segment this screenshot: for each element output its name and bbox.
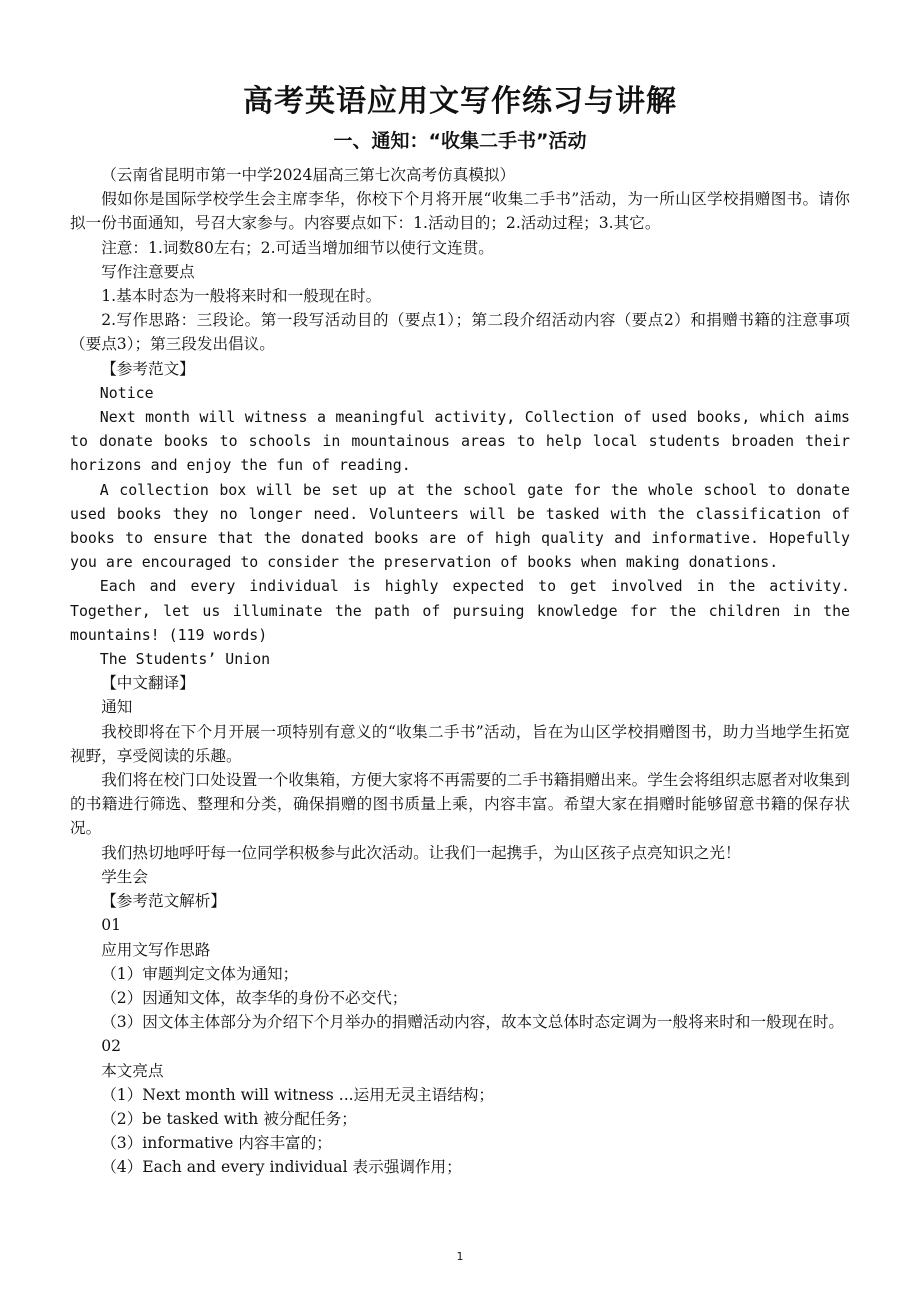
model-paragraph: Each and every individual is highly expected to get involved in the activity. Together, let us illuminate the path of pursuing knowledge for the children in the mountains! (119 words)	[70, 577, 850, 644]
analysis-number: 01	[101, 916, 122, 935]
model-paragraph: Next month will witness a meaningful activity, Collection of used books, which aims to donate books to schools in mountainous areas to help local students broaden their horizons and enjoy the fun of reading.	[70, 408, 850, 475]
model-signature: The Students’ Union	[99, 650, 271, 669]
analysis-item: （1）审题判定文体为通知；	[101, 964, 299, 983]
highlight-item: （2）be tasked with 被分配任务；	[101, 1109, 357, 1128]
translation-paragraph: 我们热切地呼吁每一位同学积极参与此次活动。让我们一起携手，为山区孩子点亮知识之光！	[101, 843, 741, 862]
highlight-item: （3）informative 内容丰富的；	[101, 1134, 332, 1153]
model-paragraph: A collection box will be set up at the school gate for the whole school to donate used books they no longer need. Volunteers will be tasked with the classification of books to ensure that the donated books are of high quality and informative. Hopefully you are encouraged to consider the preservation of books when making donations.	[70, 480, 850, 572]
translation-paragraph: 我校即将在下个月开展一项特别有意义的“收集二手书”活动，旨在为山区学校捐赠图书，助力当地学生拓宽视野，享受阅读的乐趣。	[70, 722, 850, 765]
analysis-item: （3）因文体主体部分为介绍下个月举办的捐赠活动内容，故本文总体时态定调为一般将来时和一般现在时。	[101, 1013, 845, 1032]
translation-title: 通知	[101, 698, 133, 717]
analysis-item: （2）因通知文体，故李华的身份不必交代；	[101, 988, 408, 1007]
translation-heading: 【中文翻译】	[101, 674, 195, 693]
model-title: Notice	[99, 383, 154, 402]
document-page	[70, 76, 850, 1180]
tip-item: 2.写作思路：三段论。第一段写活动目的（要点1）；第二段介绍活动内容（要点2）和捐赠书籍的注意事项（要点3）；第三段发出倡议。	[70, 311, 850, 354]
tip-item: 1.基本时态为一般将来时和一般现在时。	[101, 287, 382, 306]
note-line: 注意：1.词数80左右；2.可适当增加细节以使行文连贯。	[101, 238, 494, 257]
analysis-heading: 【参考范文解析】	[101, 892, 226, 911]
tips-heading: 写作注意要点	[101, 262, 195, 281]
analysis-number: 02	[101, 1037, 122, 1056]
page-title: 高考英语应用文写作练习与讲解	[243, 84, 677, 119]
prompt-paragraph: 假如你是国际学校学生会主席李华，你校下个月将开展“收集二手书”活动，为一所山区学校捐赠图书。请你拟一份书面通知，号召大家参与。内容要点如下：1.活动目的；2.活动过程；3.其它。	[70, 190, 850, 233]
analysis-subheading: 应用文写作思路	[101, 940, 211, 959]
translation-paragraph: 我们将在校门口处设置一个收集箱，方便大家将不再需要的二手书籍捐赠出来。学生会将组织志愿者对收集到的书籍进行筛选、整理和分类，确保捐赠的图书质量上乘，内容丰富。希望大家在捐赠时能够留意书籍的保存状况。	[70, 771, 850, 838]
source-line: （云南省昆明市第一中学2024届高三第七次高考仿真模拟）	[101, 166, 516, 184]
analysis-subheading: 本文亮点	[101, 1061, 164, 1080]
page-number: 1	[456, 1250, 464, 1263]
highlight-item: （1）Next month will witness ...运用无灵主语结构；	[101, 1085, 494, 1104]
section-title: 一、通知：“收集二手书”活动	[333, 130, 587, 152]
model-heading: 【参考范文】	[101, 359, 195, 378]
highlight-item: （4）Each and every individual 表示强调作用；	[101, 1158, 462, 1177]
translation-signature: 学生会	[101, 867, 148, 886]
